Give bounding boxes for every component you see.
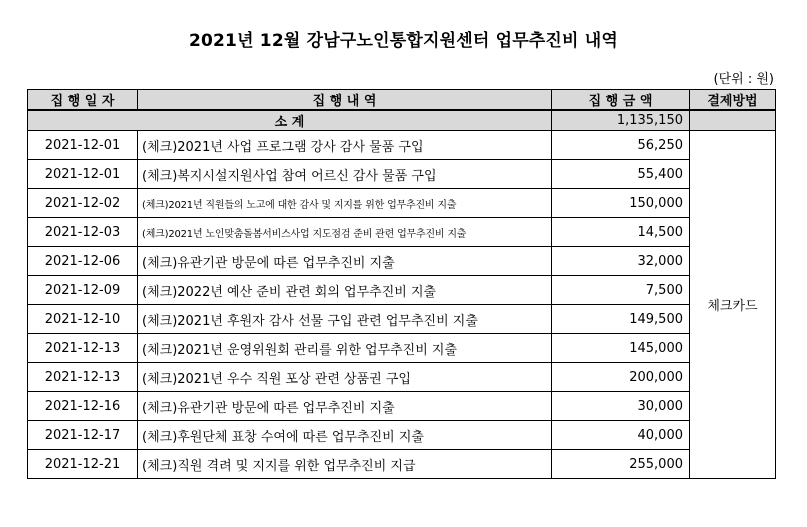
row-description: (체크)후원단체 표창 수여에 따른 업무추진비 지출 — [138, 421, 552, 450]
row-date: 2021-12-06 — [28, 247, 138, 276]
subtotal-row — [28, 110, 776, 131]
row-date: 2021-12-01 — [28, 131, 138, 160]
row-amount: 14,500 — [552, 218, 690, 247]
row-amount: 149,500 — [552, 305, 690, 334]
subtotal-method-blank — [690, 110, 776, 131]
row-date: 2021-12-01 — [28, 160, 138, 189]
row-amount: 145,000 — [552, 334, 690, 363]
row-amount: 200,000 — [552, 363, 690, 392]
table-row — [28, 131, 776, 160]
page-title: 2021년 12월 강남구노인통합지원센터 업무추진비 내역 — [188, 31, 619, 51]
row-description: (체크)직원 격려 및 지지를 위한 업무추진비 지급 — [138, 450, 552, 479]
table-row — [28, 247, 776, 276]
header-row — [28, 90, 776, 111]
row-amount: 40,000 — [552, 421, 690, 450]
row-date: 2021-12-13 — [28, 363, 138, 392]
row-date: 2021-12-09 — [28, 276, 138, 305]
unit-label: (단위 : 원) — [713, 72, 774, 87]
row-description: (체크)유관기관 방문에 따른 업무추진비 지출 — [138, 247, 552, 276]
header-description: 집 행 내 역 — [138, 90, 552, 111]
subtotal-amount: 1,135,150 — [552, 110, 690, 131]
table-row — [28, 276, 776, 305]
row-date: 2021-12-16 — [28, 392, 138, 421]
table-row — [28, 421, 776, 450]
row-date: 2021-12-17 — [28, 421, 138, 450]
table-row — [28, 305, 776, 334]
row-description: (체크)2021년 후원자 감사 선물 구입 관련 업무추진비 지출 — [138, 305, 552, 334]
table-row — [28, 218, 776, 247]
row-date: 2021-12-03 — [28, 218, 138, 247]
row-amount: 150,000 — [552, 189, 690, 218]
table-row — [28, 450, 776, 479]
table-row — [28, 392, 776, 421]
row-description: (체크)2021년 직원들의 노고에 대한 감사 및 지지를 위한 업무추진비 지출 — [138, 189, 552, 218]
table-row — [28, 189, 776, 218]
header-date: 집 행 일 자 — [28, 90, 138, 111]
header-amount: 집 행 금 액 — [552, 90, 690, 111]
row-description: (체크)2021년 우수 직원 포상 관련 상품권 구입 — [138, 363, 552, 392]
subtotal-label: 소 계 — [28, 110, 552, 131]
header-method: 결제방법 — [690, 90, 776, 111]
row-description: (체크)2021년 노인맞춤돌봄서비스사업 지도점검 준비 관련 업무추진비 지출 — [138, 218, 552, 247]
row-date: 2021-12-13 — [28, 334, 138, 363]
row-amount: 32,000 — [552, 247, 690, 276]
row-date: 2021-12-10 — [28, 305, 138, 334]
payment-method: 체크카드 — [690, 131, 776, 479]
row-date: 2021-12-21 — [28, 450, 138, 479]
row-description: (체크)복지시설지원사업 참여 어르신 감사 물품 구입 — [138, 160, 552, 189]
row-description: (체크)2021년 운영위원회 관리를 위한 업무추진비 지출 — [138, 334, 552, 363]
row-amount: 55,400 — [552, 160, 690, 189]
table-row — [28, 334, 776, 363]
expense-table — [27, 89, 776, 479]
row-amount: 56,250 — [552, 131, 690, 160]
row-amount: 30,000 — [552, 392, 690, 421]
row-description: (체크)2022년 예산 준비 관련 회의 업무추진비 지출 — [138, 276, 552, 305]
row-amount: 7,500 — [552, 276, 690, 305]
table-row — [28, 160, 776, 189]
row-amount: 255,000 — [552, 450, 690, 479]
table-row — [28, 363, 776, 392]
row-description: (체크)유관기관 방문에 따른 업무추진비 지출 — [138, 392, 552, 421]
row-description: (체크)2021년 사업 프로그램 강사 감사 물품 구입 — [138, 131, 552, 160]
row-date: 2021-12-02 — [28, 189, 138, 218]
